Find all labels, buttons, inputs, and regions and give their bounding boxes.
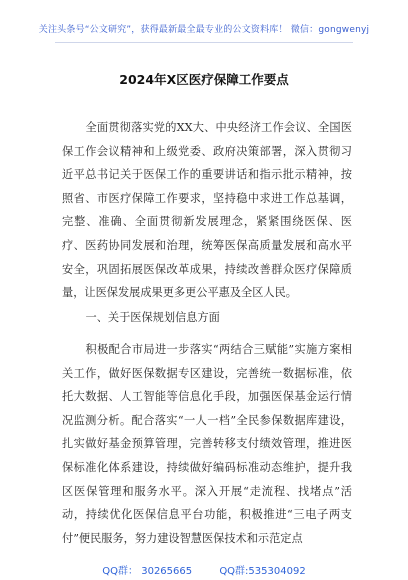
intro-paragraph: 全面贯彻落实党的XX大、中央经济工作会议、全国医保工作会议精神和上级党委、政府决策部署，深入贯彻习近平总书记关于医保工作的重要讲话和指示批示精神，按照省、市医疗保障工作要求，坚持稳中求进工作总基调，完整、准确、全面贯彻新发展理念，紧紧围绕医保、医疗、医药协同发展和治理，统筹医保高质量发展和高水平安全，巩固拓展医保改革成果，持续改善群众医疗保障质量，让医保发展成果更多更公平惠及全区人民。 — [62, 121, 352, 300]
footer-qq-group-2: QQ群:535304092 — [219, 566, 306, 577]
header-banner: 关注头条号“公文研究”，获得最新最全最专业的公文资料库！ 微信：gongwenyj — [38, 25, 370, 35]
section-heading-block — [62, 306, 352, 330]
header-divider — [55, 42, 353, 43]
section-paragraph-block — [62, 338, 352, 550]
section-heading: 一、关于医保规划信息方面 — [85, 311, 220, 324]
document-title: 2024年X区医疗保障工作要点 — [119, 72, 289, 87]
section-paragraph: 积极配合市局进一步落实“两结合三赋能”实施方案相关工作，做好医保数据专区建设，完善统一数据标准，依托大数据、人工智能等信息化手段，加强医保基金运行情况监测分析。配合落实“一人一档”全民参保数据库建设，扎实做好基金预算管理，完善转移支付绩效管理，推进医保标准化体系建设，持续做好编码标准动态维护，提升我区医保管理和服务水平。深入开展“走流程、找堵点”活动，持续优化医保信息平台功能，积极推进“三电子两支付”便民服务，努力建设智慧医保技术和示范定点 — [62, 343, 352, 545]
footer-qq-group-1: QQ群： 30265665 — [102, 566, 193, 577]
footer-contacts — [0, 562, 408, 577]
intro-paragraph-block — [62, 116, 352, 305]
